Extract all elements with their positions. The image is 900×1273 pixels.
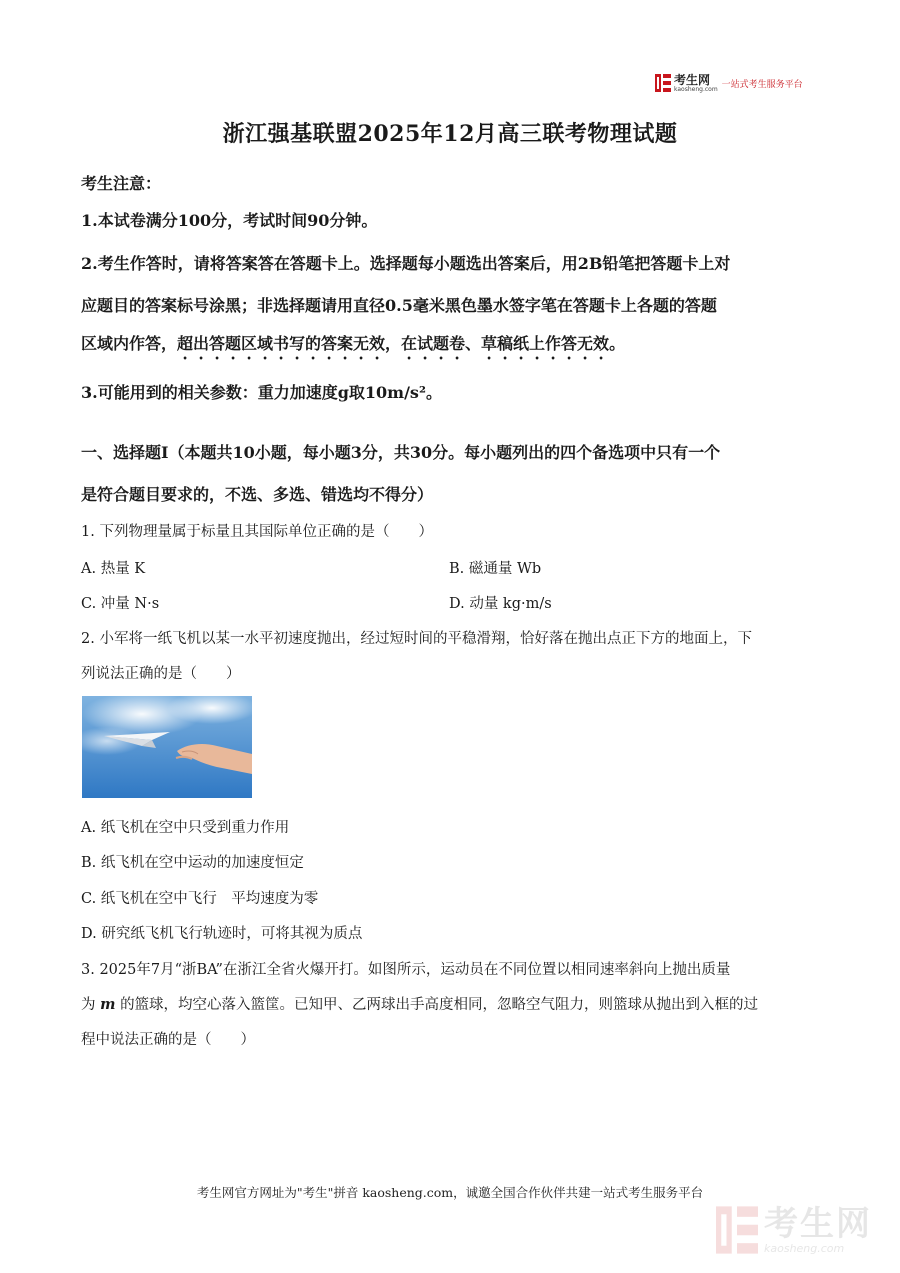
question-2-stem-line-2: 列说法正确的是（ ）: [81, 666, 241, 682]
kaosheng-logo-icon: [655, 74, 671, 92]
notice-heading: 考生注意：: [81, 174, 162, 193]
page-title: 浙江强基联盟2025年12月高三联考物理试题: [222, 121, 678, 147]
question-1-option-a: A. 热量 K: [81, 561, 146, 577]
question-1-option-b: B. 磁通量 Wb: [449, 561, 542, 577]
logo-name: 考生网: [674, 72, 711, 87]
section-heading-line-2: 是符合题目要求的，不选、多选、错选均不得分）: [81, 485, 434, 504]
watermark: [716, 1203, 872, 1255]
notice-text: ，: [385, 334, 402, 353]
question-1-option-c: C. 冲量 N·s: [81, 596, 160, 612]
logo-url: kaosheng.com: [674, 85, 718, 93]
notice-text: 。: [609, 334, 626, 353]
question-2-option-b: B. 纸飞机在空中运动的加速度恒定: [81, 855, 304, 871]
notice-item-2-line-2: 应题目的答案标号涂黑；非选择题请用直径0.5毫米黑色墨水签字笔在答题卡上各题的答题: [81, 296, 717, 315]
notice-text: 区域内作答，: [81, 334, 178, 353]
question-1-option-d: D. 动量 kg·m/s: [449, 596, 552, 612]
watermark-url: kaosheng.com: [764, 1241, 845, 1255]
question-3-stem-line-3: 程中说法正确的是（ ）: [81, 1032, 255, 1048]
watermark-logo-icon: [716, 1206, 758, 1254]
question-2-option-a: A. 纸飞机在空中只受到重力作用: [81, 820, 290, 836]
question-3-stem-line-2: [81, 993, 826, 1014]
emphasized-text: 超出答题区域书写的答案无效: [177, 334, 386, 353]
stem-text: 为: [81, 997, 96, 1013]
emphasized-text: 在试题卷、草稿纸上作答无效: [401, 334, 610, 353]
watermark-name: 考生网: [764, 1203, 872, 1244]
notice-item-2-line-1: 2.考生作答时，请将答案答在答题卡上。选择题每小题选出答案后，用2B铅笔把答题卡上对: [81, 254, 731, 273]
stem-text: 的篮球，均空心落入篮筐。已知甲、乙两球出手高度相同，忽略空气阻力，则篮球从抛出到入框的过: [120, 997, 759, 1013]
question-1-stem: 1. 下列物理量属于标量且其国际单位正确的是（ ）: [81, 524, 433, 540]
question-2-option-c: C. 纸飞机在空中飞行 平均速度为零: [81, 891, 319, 907]
footer-text: 考生网官方网址为"考生"拼音 kaosheng.com，诚邀全国合作伙伴共建一站式考生服务平台: [196, 1185, 704, 1200]
question-2-stem-line-1: 2. 小军将一纸飞机以某一水平初速度抛出，经过短时间的平稳滑翔，恰好落在抛出点正下方的地面上，下: [81, 631, 752, 647]
header-logo[interactable]: [655, 71, 803, 95]
paper-plane-photo: [82, 696, 252, 798]
question-2-option-d: D. 研究纸飞机飞行轨迹时，可将其视为质点: [81, 926, 363, 942]
mass-symbol: m: [100, 996, 116, 1013]
notice-item-2-line-3: [81, 331, 826, 363]
question-3-stem-line-1: 3. 2025年7月“浙BA”在浙江全省火爆开打。如图所示，运动员在不同位置以相同速率斜向上抛出质量: [81, 962, 731, 978]
notice-item-3: 3.可能用到的相关参数：重力加速度g取10m/s²。: [81, 383, 442, 402]
logo-slogan: 一站式考生服务平台: [721, 79, 803, 90]
notice-item-1: 1.本试卷满分100分，考试时间90分钟。: [81, 211, 378, 230]
section-heading-line-1: 一、选择题Ⅰ（本题共10小题，每小题3分，共30分。每小题列出的四个备选项中只有一个: [81, 443, 721, 462]
